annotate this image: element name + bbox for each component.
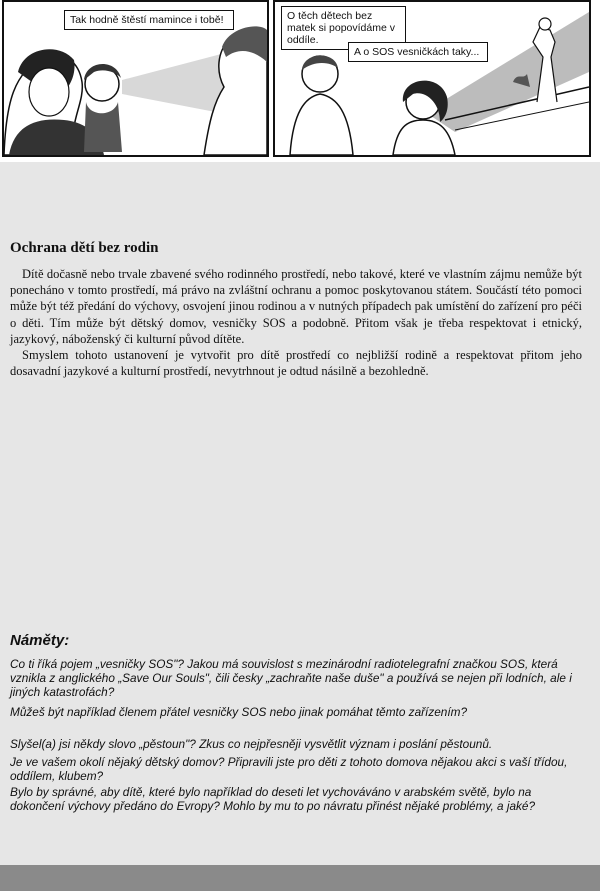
topic-item: Bylo by správné, aby dítě, které bylo například do deseti let vychováváno v arabském světě, bylo na dokončení výchovy předáno do Evropy? Mohlo by mu to po návratu přinést nějaké problémy, a jaké? (10, 785, 536, 813)
article-body (10, 266, 582, 379)
topic-item: Slyšel(a) jsi někdy slovo „pěstoun"? Zkus co nejpřesněji vysvětlit význam i poslání pěstounů. (10, 737, 493, 751)
article-title: Ochrana dětí bez rodin (10, 240, 159, 256)
speech-bubble-right-top: O těch dětech bez matek si popovídáme v oddíle. (281, 6, 406, 50)
footer-bar (0, 865, 600, 891)
article-paragraph: Smyslem tohoto ustanovení je vytvořit pro dítě prostředí co nejbližší rodině a respektovat přitom jeho dosavadní jazykové a kulturní prostředí, nevytrhnout je odtud násilně a bezohledně. (10, 348, 582, 379)
article-paragraph: Dítě dočasně nebo trvale zbavené svého rodinného prostředí, nebo takové, které ve vlastním zájmu nemůže být ponecháno v tomto prostředí, má právo na zvláštní ochranu a pomoc poskytovanou státem. Součástí této pomoci může být též předání do výchovy, osvojení jinou rodinou a v nutných případech pak umístění do zařízení pro péči o děti. Tím může být dětský domov, vesničky SOS a podobně. Přitom však je třeba respektovat i etnický, jazykový, náboženský či kulturní původ dítěte. (10, 267, 582, 346)
speech-bubble-right-mid: A o SOS vesničkách taky... (348, 42, 488, 62)
topic-item: Můžeš být například členem přátel vesničky SOS nebo jinak pomáhat těmto zařízením? (10, 705, 468, 719)
speech-bubble-left: Tak hodně štěstí mamince i tobě! (64, 10, 234, 30)
comic-strip (0, 0, 600, 162)
topic-item: Co ti říká pojem „vesničky SOS"? Jakou má souvislost s mezinárodní radiotelegrafní značkou SOS, která vznikla z anglického „Save Our Souls", čili česky „zachraňte naše duše" a používá se nejen při lodních, ale i jiných katastrofách? (10, 657, 572, 699)
content-area (0, 162, 600, 891)
topics-title: Náměty: (10, 632, 70, 649)
comic-panel-right (273, 0, 591, 157)
topic-item: Je ve vašem okolí nějaký dětský domov? Připravili jste pro děti z tohoto domova nějakou akci s vaší třídou, oddílem, klubem? (10, 755, 568, 783)
comic-panel-left (2, 0, 269, 157)
